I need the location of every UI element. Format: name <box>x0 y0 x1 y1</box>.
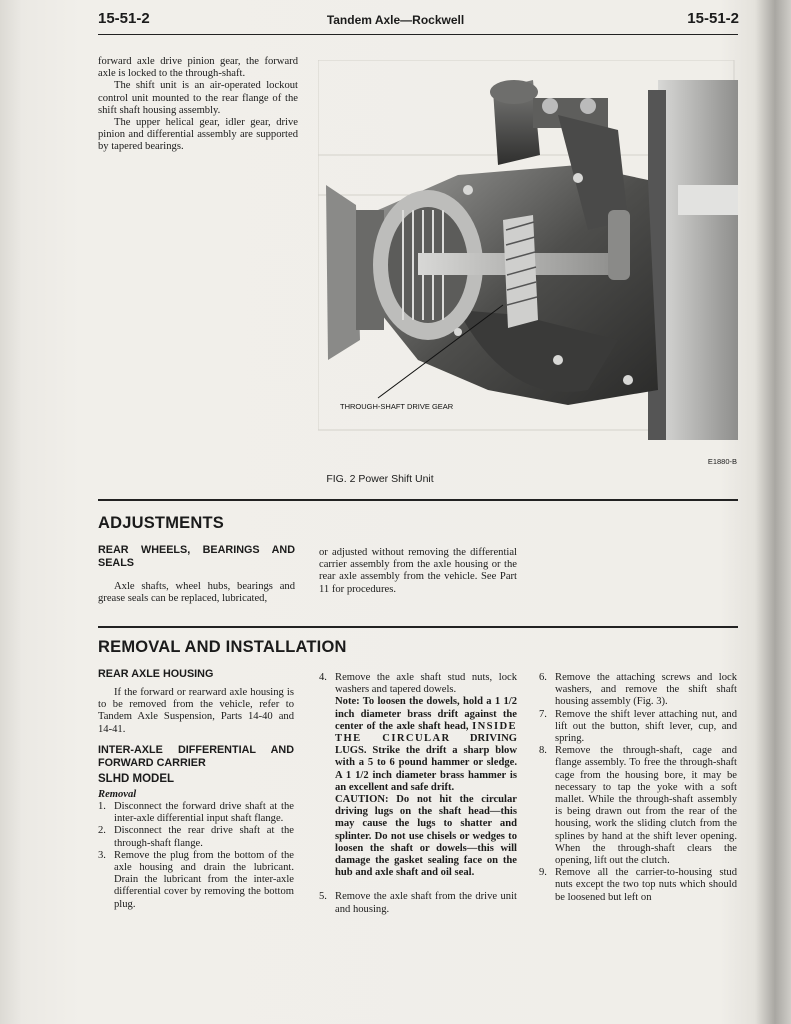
removal-heading: REMOVAL AND INSTALLATION <box>98 638 347 656</box>
adjustments-col1 <box>98 544 295 605</box>
adjustments-text-2: or adjusted without removing the differential carrier assembly from the axle housing or the rear axle assembly from the vehicle. See Part 11 for procedures. <box>319 547 517 595</box>
dowel-note: Note: To loosen the dowels, hold a 1 1/2 inch diameter brass drift against the center of the axle shaft head, INSIDE THE CIRCULAR DRIVING LUGS. Strike the drift a sharp blow with a 5 to 6 pound hammer or sledge. A 1 1/2 inch diameter brass hammer is an excellent and safe drift. <box>335 696 517 793</box>
intro-text <box>98 56 298 154</box>
power-shift-unit-illustration <box>318 60 738 465</box>
rear-housing-heading: REAR AXLE HOUSING <box>98 668 214 680</box>
section-rule <box>98 626 738 628</box>
removal-col1 <box>98 668 294 911</box>
removal-label: Removal <box>98 788 137 800</box>
removal-steps-4-5 <box>319 672 517 916</box>
drive-gear-callout: THROUGH-SHAFT DRIVE GEAR <box>340 402 454 411</box>
model-heading: SLHD MODEL <box>98 772 175 785</box>
inter-axle-heading: INTER-AXLE DIFFERENTIAL AND FORWARD CARRIER <box>98 743 294 769</box>
list-item: 5. Remove the axle shaft from the drive unit and housing. <box>319 891 517 915</box>
rear-wheels-subheading: REAR WHEELS, BEARINGS AND SEALS <box>98 544 295 569</box>
list-item: 4. Remove the axle shaft stud nuts, lock washers and tapered dowels. Note: To loosen the dowels, hold a 1 1/2 inch diameter brass drift against the center of the axle shaft head, INSIDE THE CIRCULAR DRIVING LUGS. Strike the drift a sharp blow with a 5 to 6 pound hammer or sledge. A 1 1/2 inch diameter brass hammer is an excellent and safe drift. CAUTION: Do not hit the circular driving lugs on the shaft head—this may cause the lugs to shatter and splinter. Do not use chisels or wedges to loosen the shaft or dowels—this will damage the gasket sealing face on the hub and axle shaft and oil seal. <box>319 672 517 879</box>
removal-col3 <box>539 672 737 904</box>
adjustments-heading: ADJUSTMENTS <box>98 514 224 532</box>
intro-paragraph-2: The shift unit is an air-operated lockout control unit mounted to the rear flange of the shift shaft housing assembly. <box>98 80 298 116</box>
list-item: 3. Remove the plug from the bottom of the axle housing and drain the lubricant. Drain the lubricant from the inter-axle differential cover by removing the bottom plug. <box>98 849 294 910</box>
header-rule <box>98 34 738 35</box>
intro-paragraph-3: The upper helical gear, idler gear, drive pinion and differential assembly are supported by tapered bearings. <box>98 117 298 153</box>
list-item: 6. Remove the attaching screws and lock washers, and remove the shift shaft housing assembly (Fig. 3). <box>539 672 737 708</box>
list-item: 8. Remove the through-shaft, cage and flange assembly. To free the through-shaft cage from the housing bore, it may be necessary to tap the yoke with a soft mallet. While the through-shaft assembly is being drawn out from the rear of the housing, work the sliding clutch from the splines by hand at the shift lever opening. When the through-shaft clears the opening, lift out the clutch. <box>539 745 737 867</box>
list-item: 9. Remove all the carrier-to-housing stud nuts except the two top nuts which should be loosened but left on <box>539 867 737 903</box>
caution-note: CAUTION: Do not hit the circular driving lugs on the shaft head—this may cause the lugs to shatter and splinter. Do not use chisels or wedges to loosen the shaft or dowels—this will damage the gasket sealing face on the hub and axle shaft and oil seal. <box>335 794 517 879</box>
removal-steps-1-3 <box>98 801 294 911</box>
adjustments-text-1: Axle shafts, wheel hubs, bearings and grease seals can be replaced, lubricated, <box>98 581 295 605</box>
figure-id: E1880-B <box>707 457 737 466</box>
page-number-left: 15-51-2 <box>98 10 150 27</box>
list-item: 1. Disconnect the forward drive shaft at the inter-axle differential input shaft flange. <box>98 801 294 825</box>
intro-paragraph-1: forward axle drive pinion gear, the forward axle is locked to the through-shaft. <box>98 56 298 80</box>
running-title: Tandem Axle—Rockwell <box>326 13 465 27</box>
removal-col2 <box>319 672 517 916</box>
list-item: 2. Disconnect the rear drive shaft at the through-shaft flange. <box>98 825 294 849</box>
page-number-right: 15-51-2 <box>687 10 739 27</box>
list-item: 7. Remove the shift lever attaching nut, and lift out the button, shift lever, cup, and spring. <box>539 708 737 745</box>
rear-housing-text: If the forward or rearward axle housing is to be removed from the vehicle, refer to Tandem Axle Suspension, Parts 14-40 and 14-41. <box>98 687 294 735</box>
figure-rule <box>98 499 738 501</box>
adjustments-col2 <box>319 547 517 596</box>
removal-steps-6-9 <box>539 672 737 904</box>
figure-caption: FIG. 2 Power Shift Unit <box>326 473 434 485</box>
